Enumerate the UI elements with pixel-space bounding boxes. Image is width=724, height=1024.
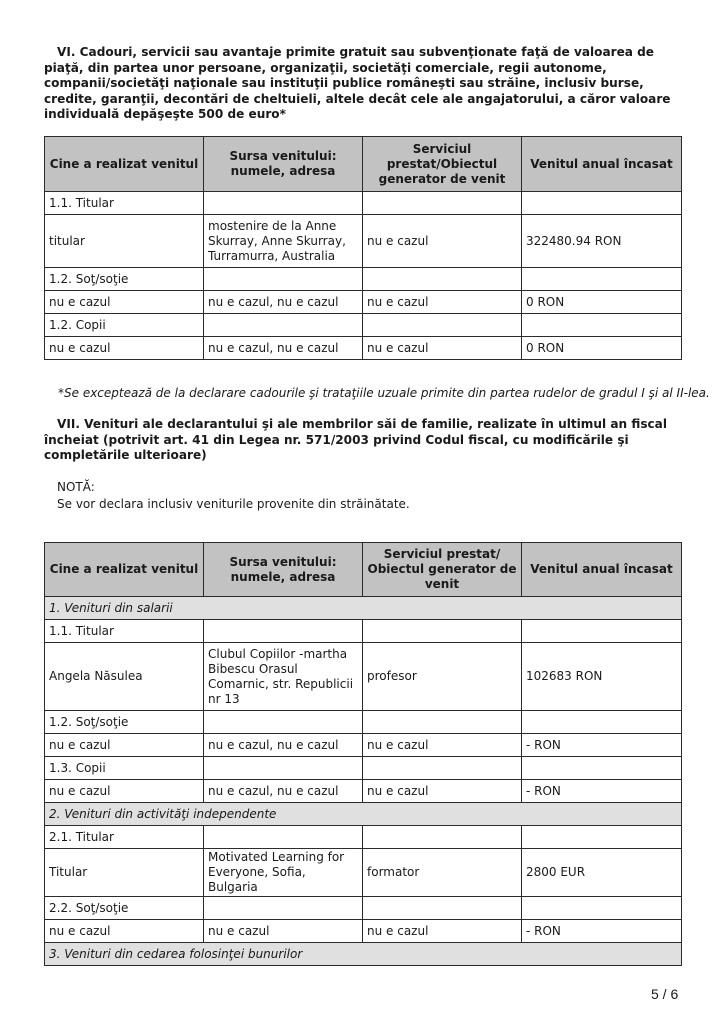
header-who: Cine a realizat venitul bbox=[45, 543, 204, 597]
section-row-salaries bbox=[45, 597, 682, 620]
cell: Titular bbox=[45, 849, 204, 897]
cell: profesor bbox=[363, 643, 522, 711]
table-row bbox=[45, 643, 682, 711]
cell bbox=[363, 757, 522, 780]
header-service: Serviciul prestat/ Obiectul generator de venit bbox=[363, 543, 522, 597]
cell: 0 RON bbox=[522, 291, 682, 314]
cell: 1.1. Titular bbox=[45, 620, 204, 643]
cell: 2800 EUR bbox=[522, 849, 682, 897]
cell: 1.2. Soţ/soţie bbox=[45, 268, 204, 291]
cell bbox=[204, 826, 363, 849]
cell bbox=[363, 826, 522, 849]
table-row bbox=[45, 897, 682, 920]
table-row bbox=[45, 291, 682, 314]
header-source: Sursa venitului: numele, adresa bbox=[204, 137, 363, 192]
page-number: 5 / 6 bbox=[651, 986, 679, 1002]
table-row bbox=[45, 268, 682, 291]
cell: 1.3. Copii bbox=[45, 757, 204, 780]
section-6-heading: VI. Cadouri, servicii sau avantaje primite gratuit sau subvenţionate faţă de valoarea de piaţă, din partea unor persoane, organizaţii, societăţi comerciale, regii autonome, companii/societăţi naţionale sau instituţii publice româneşti sau străine, inclusiv burse, credite, garanţii, decontări de cheltuieli, altele decât cele ale angajatorului, a căror valoare individuală depăşeşte 500 de euro* bbox=[44, 45, 671, 121]
cell: titular bbox=[45, 215, 204, 268]
cell: nu e cazul bbox=[363, 780, 522, 803]
cell bbox=[204, 192, 363, 215]
cell bbox=[522, 826, 682, 849]
cell bbox=[522, 711, 682, 734]
table-row bbox=[45, 620, 682, 643]
cell bbox=[204, 897, 363, 920]
cell: Clubul Copiilor -martha Bibescu Orasul Comarnic, str. Republicii nr 13 bbox=[204, 643, 363, 711]
section-title: 1. Venituri din salarii bbox=[45, 597, 682, 620]
cell: nu e cazul, nu e cazul bbox=[204, 734, 363, 757]
cell: - RON bbox=[522, 734, 682, 757]
header-income: Venitul anual încasat bbox=[522, 543, 682, 597]
note-text: Se vor declara inclusiv veniturile provenite din străinătate. bbox=[57, 497, 410, 511]
gifts-table bbox=[44, 136, 682, 360]
cell: nu e cazul bbox=[363, 291, 522, 314]
cell: nu e cazul bbox=[45, 920, 204, 943]
cell bbox=[522, 314, 682, 337]
income-table bbox=[44, 542, 682, 966]
cell: nu e cazul, nu e cazul bbox=[204, 291, 363, 314]
section-row-property-use bbox=[45, 943, 682, 966]
cell: 0 RON bbox=[522, 337, 682, 360]
cell: Angela Năsulea bbox=[45, 643, 204, 711]
cell: 1.2. Copii bbox=[45, 314, 204, 337]
section-title: 3. Venituri din cedarea folosinţei bunurilor bbox=[45, 943, 682, 966]
cell bbox=[522, 897, 682, 920]
section-7-heading: VII. Venituri ale declarantului şi ale membrilor săi de familie, realizate în ultimul an fiscal încheiat (potrivit art. 41 din Legea nr. 571/2003 privind Codul fiscal, cu modificările şi completările ulterioare) bbox=[44, 417, 667, 462]
cell: nu e cazul bbox=[45, 337, 204, 360]
table-row bbox=[45, 192, 682, 215]
cell bbox=[522, 268, 682, 291]
cell: nu e cazul bbox=[363, 337, 522, 360]
cell bbox=[522, 620, 682, 643]
cell bbox=[522, 192, 682, 215]
cell: 2.2. Soţ/soţie bbox=[45, 897, 204, 920]
table-row bbox=[45, 734, 682, 757]
header-who: Cine a realizat venitul bbox=[45, 137, 204, 192]
table-header-row bbox=[45, 543, 682, 597]
cell bbox=[204, 268, 363, 291]
cell: nu e cazul bbox=[204, 920, 363, 943]
gifts-footnote: *Se exceptează de la declarare cadourile şi trataţiile uzuale primite din partea rudelor de gradul I şi al II-lea. bbox=[58, 386, 710, 400]
cell: nu e cazul bbox=[45, 734, 204, 757]
cell bbox=[522, 757, 682, 780]
cell: nu e cazul bbox=[363, 920, 522, 943]
table-row bbox=[45, 337, 682, 360]
cell: - RON bbox=[522, 920, 682, 943]
cell: nu e cazul bbox=[45, 780, 204, 803]
cell: nu e cazul bbox=[363, 734, 522, 757]
table-row bbox=[45, 314, 682, 337]
cell bbox=[204, 314, 363, 337]
table-row bbox=[45, 757, 682, 780]
cell bbox=[363, 268, 522, 291]
note-label: NOTĂ: bbox=[57, 480, 95, 494]
section-row-independent bbox=[45, 803, 682, 826]
header-service: Serviciul prestat/Obiectul generator de venit bbox=[363, 137, 522, 192]
table-row bbox=[45, 849, 682, 897]
cell: nu e cazul bbox=[45, 291, 204, 314]
cell: 322480.94 RON bbox=[522, 215, 682, 268]
table-header-row bbox=[45, 137, 682, 192]
cell bbox=[363, 314, 522, 337]
cell bbox=[363, 897, 522, 920]
cell: - RON bbox=[522, 780, 682, 803]
table-row bbox=[45, 215, 682, 268]
cell bbox=[363, 192, 522, 215]
cell: 102683 RON bbox=[522, 643, 682, 711]
cell bbox=[363, 711, 522, 734]
table-row bbox=[45, 826, 682, 849]
table-row bbox=[45, 780, 682, 803]
table-row bbox=[45, 920, 682, 943]
header-income: Venitul anual încasat bbox=[522, 137, 682, 192]
cell: 1.1. Titular bbox=[45, 192, 204, 215]
cell: 1.2. Soţ/soţie bbox=[45, 711, 204, 734]
cell: nu e cazul bbox=[363, 215, 522, 268]
cell: formator bbox=[363, 849, 522, 897]
cell: 2.1. Titular bbox=[45, 826, 204, 849]
cell: nu e cazul, nu e cazul bbox=[204, 337, 363, 360]
section-title: 2. Venituri din activităţi independente bbox=[45, 803, 682, 826]
cell bbox=[204, 757, 363, 780]
cell bbox=[363, 620, 522, 643]
cell: nu e cazul, nu e cazul bbox=[204, 780, 363, 803]
cell: mostenire de la Anne Skurray, Anne Skurray, Turramurra, Australia bbox=[204, 215, 363, 268]
cell: Motivated Learning for Everyone, Sofia, Bulgaria bbox=[204, 849, 363, 897]
table-row bbox=[45, 711, 682, 734]
cell bbox=[204, 711, 363, 734]
cell bbox=[204, 620, 363, 643]
header-source: Sursa venitului: numele, adresa bbox=[204, 543, 363, 597]
